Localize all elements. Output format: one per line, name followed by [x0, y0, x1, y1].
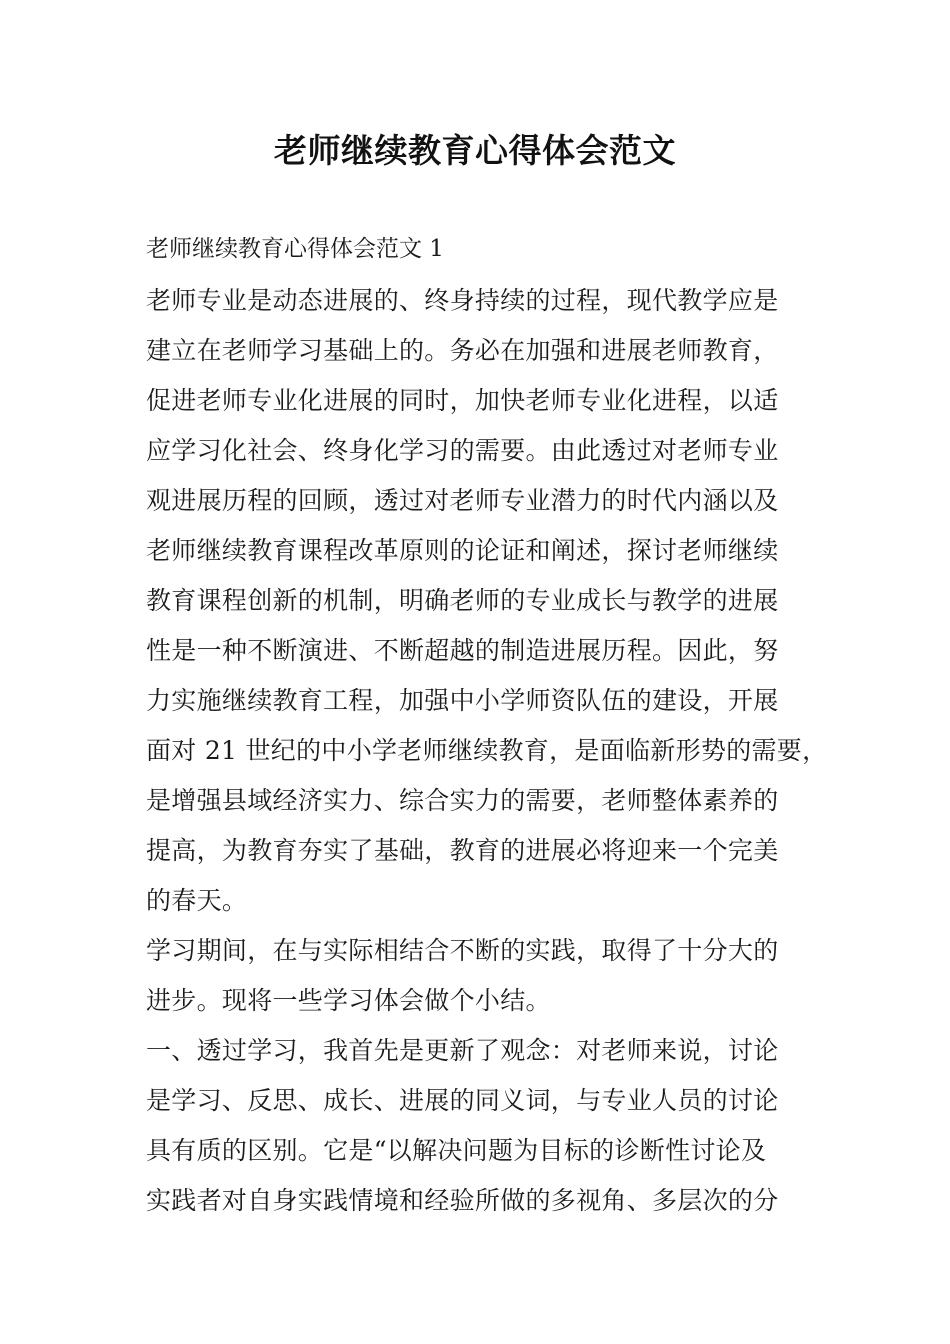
text-line: 性是一种不断演进、不断超越的制造进展历程。因此，努: [146, 636, 779, 665]
text-line: 具有质的区别。它是“以解决问题为目标的诊断性讨论及: [146, 1136, 767, 1165]
text-line: 促进老师专业化进展的同时，加快老师专业化进程，以适: [146, 386, 779, 415]
text-line: 力实施继续教育工程，加强中小学师资队伍的建设，开展: [146, 686, 779, 715]
text-line: 观进展历程的回顾，透过对老师专业潜力的时代内涵以及: [146, 486, 779, 515]
text-line: 实践者对自身实践情境和经验所做的多视角、多层次的分: [146, 1186, 779, 1215]
section-heading: 老师继续教育心得体会范文 1: [146, 236, 444, 262]
text-line: 老师继续教育课程改革原则的论证和阐述，探讨老师继续: [146, 536, 779, 565]
text-line: 的春天。: [146, 886, 248, 915]
text-line: 应学习化社会、终身化学习的需要。由此透过对老师专业: [146, 436, 779, 465]
text-line: 教育课程创新的机制，明确老师的专业成长与教学的进展: [146, 586, 779, 615]
body-text: [146, 282, 836, 1232]
text-line: 学习期间，在与实际相结合不断的实践，取得了十分大的: [146, 936, 779, 965]
text-line: 进步。现将一些学习体会做个小结。: [146, 986, 551, 1015]
text-line: 是增强县域经济实力、综合实力的需要，老师整体素养的: [146, 786, 779, 815]
document-title: 老师继续教育心得体会范文: [274, 131, 676, 170]
text-line: 提高，为教育夯实了基础，教育的进展必将迎来一个完美: [146, 836, 779, 865]
text-line: 是学习、反思、成长、进展的同义词，与专业人员的讨论: [146, 1086, 779, 1115]
text-line: 面对 21 世纪的中小学老师继续教育，是面临新形势的需要，: [146, 736, 828, 765]
text-line: 老师专业是动态进展的、终身持续的过程，现代教学应是: [146, 286, 779, 315]
text-line: 一、透过学习，我首先是更新了观念：对老师来说，讨论: [146, 1036, 779, 1065]
text-line: 建立在老师学习基础上的。务必在加强和进展老师教育，: [146, 336, 779, 365]
